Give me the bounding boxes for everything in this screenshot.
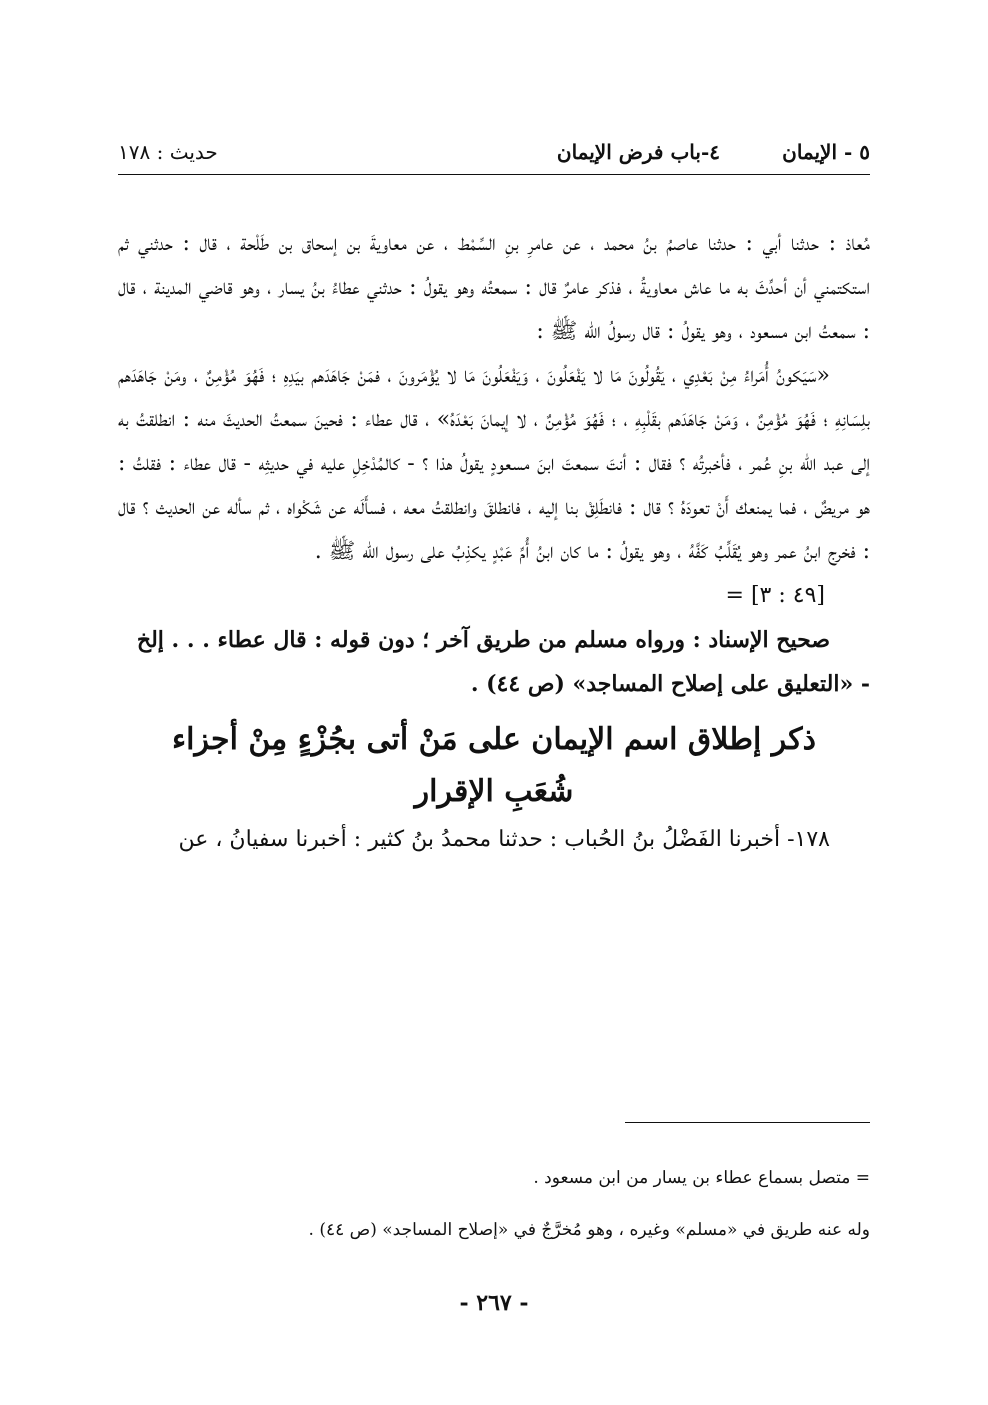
header-divider (118, 174, 870, 175)
footnote-1: = متصل بسماع عطاء بن يسار من ابن مسعود . (533, 1168, 870, 1188)
grading-source: - «التعليق على إصلاح المساجد» (ص ٤٤) . (470, 671, 870, 697)
chapter-heading-line-1: ذكر إطلاق اسم الإيمان على مَنْ أتى بجُزْءٍ مِنْ أجزاء (172, 722, 816, 757)
header-chapter: ٥ - الإيمان (782, 140, 870, 164)
hadith-178-start: ١٧٨- أخبرنا الفَضْلُ بنُ الحُباب : حدثنا محمدُ بنُ كثير : أخبرنا سفيانُ ، عن (178, 827, 830, 852)
hadith-reference: [٤٩ : ٣] = (725, 583, 825, 608)
chapter-heading-line-2: شُعَبِ الإقرار (414, 774, 574, 809)
footnote-2: وله عنه طريق في «مسلم» وغيره ، وهو مُخرَّجٌ في «إصلاح المساجد» (ص ٤٤) . (308, 1220, 870, 1240)
isnad-paragraph: مُعاذ : حدثنا أبي : حدثنا عاصمُ بنُ محمد ، عن عامرِ بنِ السِّمْط ، عن معاويةَ بن إسحاق بن طَلْحة ، قال : حدثني ثم استكتمني أن أحدِّثَ به ما عاش معاويةُ ، فذكر عامرٌ قال : سمعتُه وهو يقولُ : حدثني عطاءُ بنُ يسار ، وهو قاضي المدينة ، قال : سمعتُ ابن مسعود ، وهو يقولُ : قال رسولُ اللّه ﷺ : (118, 231, 870, 344)
footnotes (118, 1152, 870, 1256)
running-header (118, 140, 870, 170)
footnote-divider (625, 1122, 870, 1123)
main-text (118, 222, 870, 862)
grading-line: صحيح الإسناد : ورواه مسلم من طريق آخر ؛ دون قوله : قال عطاء . . . إلخ (136, 627, 830, 653)
chapter-heading (118, 714, 870, 818)
page-number: - ٢٦٧ - (459, 1290, 529, 1316)
header-hadith-number: حديث : ١٧٨ (118, 140, 218, 164)
hadith-text-paragraph: «سَيَكونُ أُمَراءُ مِنْ بَعْدِي ، يَقُولُونَ مَا لا يَفْعَلُونَ ، وَيَفْعَلُونَ مَا لا يُؤْمَرونَ ، فمَنْ جَاهَدَهم بيَدِهِ ؛ فَهُوَ مُؤْمِنٌ ، ومَنْ جَاهَدَهم بلِسَانِهِ ؛ فَهُوَ مُؤْمِنٌ ، وَمَنْ جَاهَدَهم بقَلْبِهِ ، ؛ فَهُوَ مُؤْمِنٌ ، لا إيمانَ بَعْدَهُ» ، قال عطاء : فحينَ سمعتُ الحديثَ منه : انطلقتُ به إلى عبد اللّه بنِ عُمر ، فأخبرتُه ؟ فقال : أنتَ سمعتَ ابنَ مسعودٍ يقولُ هذا ؟ - كالمُدْخِلِ عليه في حديثِه - قال عطاء : فقلتُ : هو مريضٌ ، فما يمنعك أَنْ تعودَهُ ؟ قال : فانطَلِقْ بنا إليه ، فانطلقَ وانطلقتُ معه ، فسأَلَه عن شَكْواه ، ثم سأله عن الحديث ؟ قال : فخرج ابنُ عمر وهو يُقَلِّبُ كَفَّهُ ، وهو يقولُ : ما كان ابنُ أُمِّ عَبْدٍ يكذِبُ على رسول اللّه ﷺ . (118, 363, 870, 564)
header-section: ٤-باب فرض الإيمان (556, 140, 720, 164)
